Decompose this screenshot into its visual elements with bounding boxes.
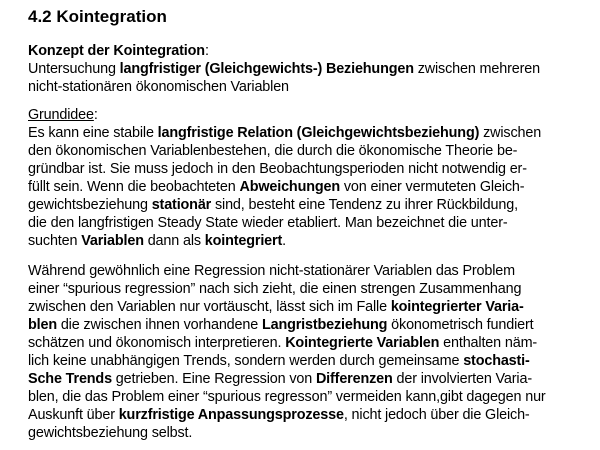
concept-title-line: Konzept der Kointegration: bbox=[28, 43, 209, 59]
main-line-7: Sche Trends getrieben. Eine Regression von Differenzen der involvierten Varia- bbox=[28, 371, 532, 387]
grundidee-line-5: gewichtsbeziehung stationär sind, besteht eine Tendenz zu ihrer Rückbildung, bbox=[28, 197, 518, 213]
main-line-8: blen, die das Problem einer “spurious regresson” vermeiden kann,gibt dagegen nur bbox=[28, 389, 546, 405]
main-line-3: zwischen den Variablen nur vortäuscht, lässt sich im Falle kointegrierter Varia- bbox=[28, 299, 524, 315]
main-line-10: gewichtsbeziehung selbst. bbox=[28, 425, 193, 441]
concept-line-1: Untersuchung langfristiger (Gleichgewichts-) Beziehungen zwischen mehreren bbox=[28, 61, 540, 77]
concept-line-2: nicht-stationären ökonomischen Variablen bbox=[28, 79, 289, 95]
concept-section bbox=[28, 42, 590, 96]
main-line-5: schätzen und ökonomisch interpretieren. Kointegrierte Variablen enthalten näm- bbox=[28, 335, 538, 351]
grundidee-line-6: die den langfristigen Steady State wieder etabliert. Man bezeichnet die unter- bbox=[28, 215, 508, 231]
document-page bbox=[28, 6, 590, 442]
main-line-4: blen die zwischen ihnen vorhandene Langristbeziehung ökonometrisch fundiert bbox=[28, 317, 534, 333]
grundidee-line-3: gründbar ist. Sie muss jedoch in den Beobachtungsperioden nicht notwendig er- bbox=[28, 161, 527, 177]
grundidee-line-4: füllt sein. Wenn die beobachteten Abweichungen von einer vermuteten Gleich- bbox=[28, 179, 525, 195]
main-line-1: Während gewöhnlich eine Regression nicht-stationärer Variablen das Problem bbox=[28, 263, 515, 279]
main-line-9: Auskunft über kurzfristige Anpassungsprozesse, nicht jedoch über die Gleich- bbox=[28, 407, 530, 423]
main-paragraph bbox=[28, 262, 590, 442]
grundidee-title: Grundidee bbox=[28, 107, 94, 123]
main-line-6: lich keine unabhängigen Trends, sondern werden durch gemeinsame stochasti- bbox=[28, 353, 530, 369]
grundidee-line-7: suchten Variablen dann als kointegriert. bbox=[28, 233, 286, 249]
grundidee-line-2: den ökonomischen Variablenbestehen, die durch die ökonomische Theorie be- bbox=[28, 143, 518, 159]
main-line-2: einer “spurious regression” nach sich zieht, die einen strengen Zusammenhang bbox=[28, 281, 522, 297]
grundidee-title-line: Grundidee: bbox=[28, 107, 98, 123]
section-heading: 4.2 Kointegration bbox=[28, 7, 167, 26]
grundidee-line-1: Es kann eine stabile langfristige Relation (Gleichgewichtsbeziehung) zwischen bbox=[28, 125, 542, 141]
grundidee-section bbox=[28, 106, 590, 250]
concept-title: Konzept der Kointegration bbox=[28, 43, 205, 59]
